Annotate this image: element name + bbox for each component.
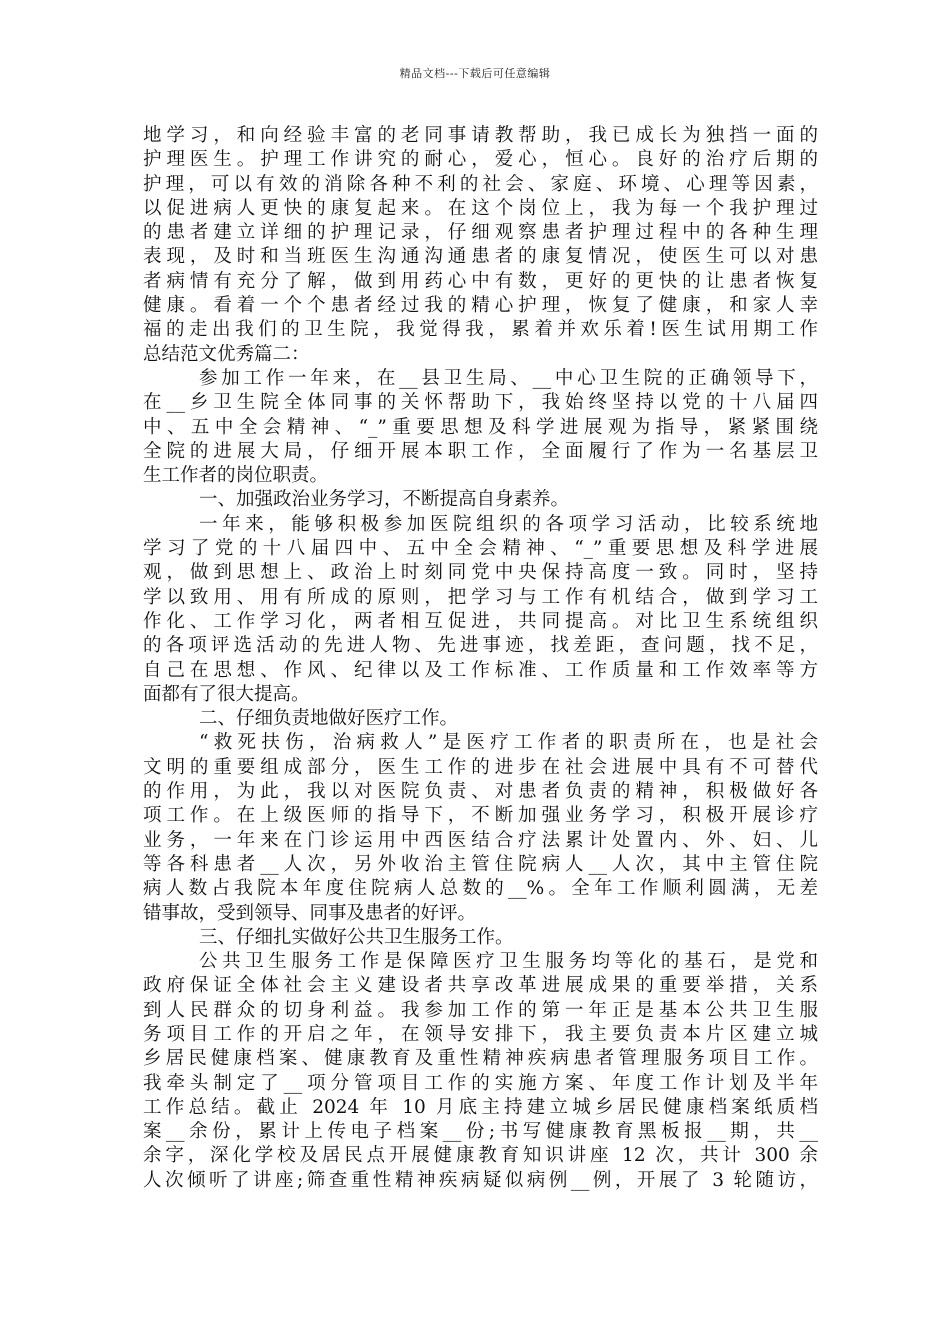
- text-line: 的作用，为此，我以对医院负责、对患者负责的精神，积极做好各: [143, 781, 818, 803]
- text-line: 乡居民健康档案、健康教育及重性精神疾病患者管理服务项目工作。: [143, 1048, 818, 1070]
- text-line: 项工作。在上级医师的指导下，不断加强业务学习，积极开展诊疗: [143, 805, 818, 827]
- text-line: 护理，可以有效的消除各种不利的社会、家庭、环境、心理等因素，: [143, 173, 818, 195]
- text-line: 全院的进展大局，仔细开展本职工作，全面履行了作为一名基层卫: [143, 440, 818, 462]
- text-line: 文明的重要组成部分，医生工作的进步在社会进展中具有不可替代: [143, 756, 818, 778]
- text-line: 二、仔细负责地做好医疗工作。: [199, 708, 459, 730]
- text-line: 公共卫生服务工作是保障医疗卫生服务均等化的基石，是党和: [199, 951, 818, 973]
- text-line: 总结范文优秀篇二：: [143, 343, 310, 365]
- text-line: 者病情有充分了解，做到用药心中有数，更好的更快的让患者恢复: [143, 270, 818, 292]
- text-line: 面都有了很大提高。: [143, 683, 310, 705]
- text-line: 政府保证全体社会主义建设者共享改革进展成果的重要举措，关系: [143, 975, 818, 997]
- text-line: 的各项评选活动的先进人物、先进事迹，找差距，查问题，找不足，: [143, 635, 818, 657]
- text-line: 学以致用、用有所成的原则，把学习与工作有机结合，做到学习工: [143, 586, 818, 608]
- text-line: 工作总结。截止 2024 年 10 月底主持建立城乡居民健康档案纸质档: [143, 1096, 818, 1118]
- text-line: 观，做到思想上、政治上时刻同党中央保持高度一致。同时，坚持: [143, 562, 818, 584]
- document-body: [143, 124, 818, 1193]
- text-line: 的患者建立详细的护理记录，仔细观察患者护理过程中的各种生理: [143, 222, 818, 244]
- text-line: 作化、工作学习化，两者相互促进，共同提高。对比卫生系统组织: [143, 610, 818, 632]
- text-line: “救死扶伤，治病救人”是医疗工作者的职责所在，也是社会: [199, 732, 818, 754]
- text-line: 错事故，受到领导、同事及患者的好评。: [143, 902, 477, 924]
- text-line: 福的走出我们的卫生院，我觉得我，累着并欢乐着!医生试用期工作: [143, 319, 818, 341]
- text-line: 生工作者的岗位职责。: [143, 465, 329, 487]
- text-line: 三、仔细扎实做好公共卫生服务工作。: [199, 926, 514, 948]
- text-line: 到人民群众的切身利益。我参加工作的第一年正是基本公共卫生服: [143, 999, 818, 1021]
- text-line: 病人数占我院本年度住院病人总数的__%。全年工作顺利圆满，无差: [143, 878, 818, 900]
- text-line: 等各科患者__人次，另外收治主管住院病人__人次，其中主管住院: [143, 853, 818, 875]
- text-line: 案__余份，累计上传电子档案__份;书写健康教育黑板报__期，共__: [143, 1121, 818, 1143]
- text-line: 务项目工作的开启之年，在领导安排下，我主要负责本片区建立城: [143, 1023, 818, 1045]
- text-line: 余字，深化学校及居民点开展健康教育知识讲座 12 次，共计 300 余: [143, 1145, 818, 1167]
- text-line: 自己在思想、作风、纪律以及工作标准、工作质量和工作效率等方: [143, 659, 818, 681]
- text-line: 业务，一年来在门诊运用中西医结合疗法累计处置内、外、妇、儿: [143, 829, 818, 851]
- text-line: 人次倾听了讲座;筛查重性精神疾病疑似病例__例，开展了 3 轮随访，: [143, 1169, 818, 1191]
- text-line: 地学习，和向经验丰富的老同事请教帮助，我已成长为独挡一面的: [143, 125, 818, 146]
- text-line: 一年来，能够积极参加医院组织的各项学习活动，比较系统地: [199, 513, 818, 535]
- text-line: 护理医生。护理工作讲究的耐心，爱心，恒心。良好的治疗后期的: [143, 149, 818, 171]
- page-header: 精品文档---下载后可任意编辑: [399, 67, 551, 80]
- text-line: 参加工作一年来，在__县卫生局、__中心卫生院的正确领导下，: [199, 367, 818, 389]
- text-line: 中、五中全会精神、“_”重要思想及科学进展观为指导，紧紧围绕: [143, 416, 818, 438]
- text-line: 以促进病人更快的康复起来。在这个岗位上，我为每一个我护理过: [143, 197, 818, 219]
- text-line: 我牵头制定了__项分管项目工作的实施方案、年度工作计划及半年: [143, 1072, 818, 1094]
- text-line: 健康。看着一个个患者经过我的精心护理，恢复了健康，和家人幸: [143, 295, 818, 317]
- text-line: 表现，及时和当班医生沟通沟通患者的康复情况，使医生可以对患: [143, 246, 818, 268]
- text-line: 在__乡卫生院全体同事的关怀帮助下，我始终坚持以党的十八届四: [143, 392, 818, 414]
- text-line: 学习了党的十八届四中、五中全会精神、“_”重要思想及科学进展: [143, 538, 818, 560]
- text-line: 一、加强政治业务学习，不断提高自身素养。: [199, 489, 570, 511]
